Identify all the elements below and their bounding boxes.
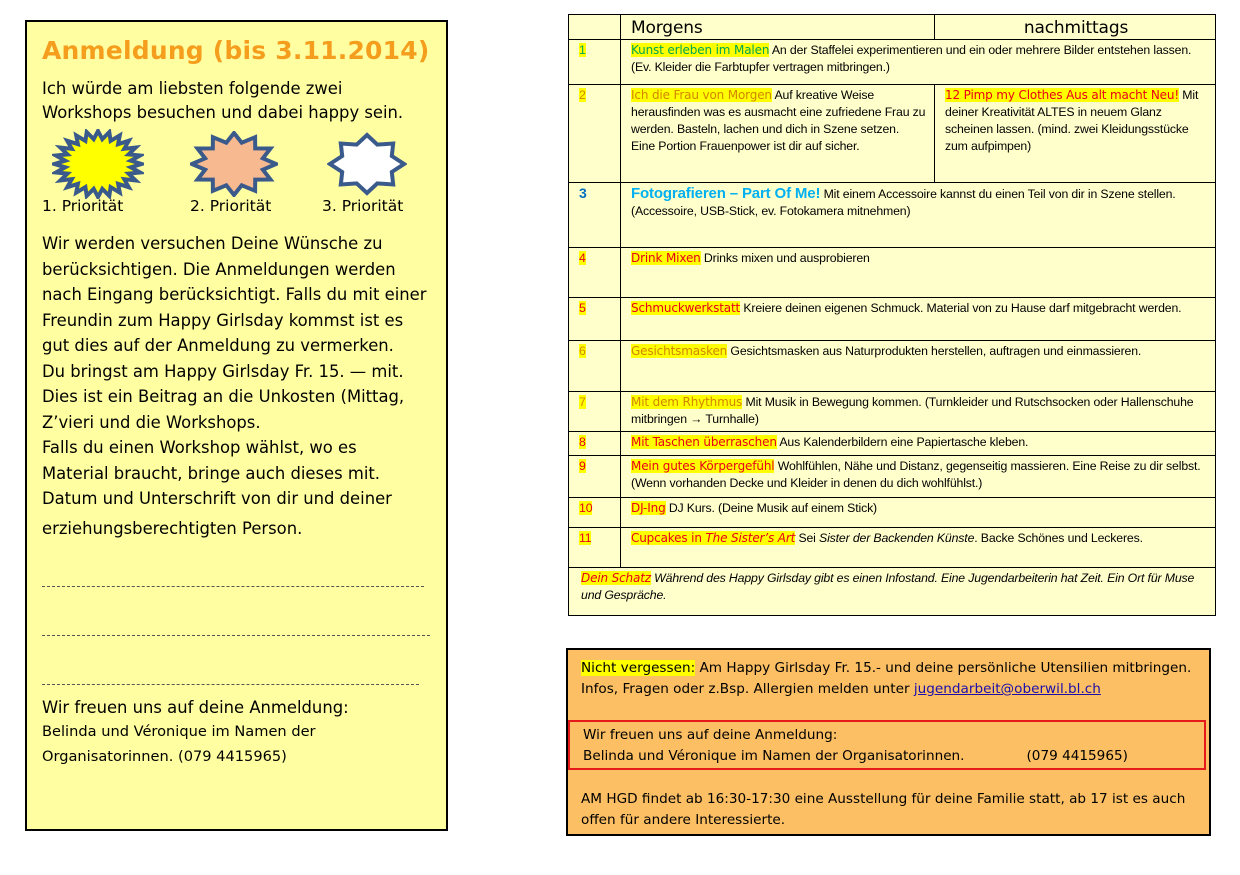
workshop-title: 12 Pimp my Clothes Aus alt macht Neu! — [945, 88, 1180, 102]
workshop-title: Gesichtsmasken — [631, 344, 728, 358]
workshop-desc: Kreiere deinen eigenen Schmuck. Material von zu Hause darf mitgebracht werden. — [740, 301, 1182, 315]
info-line: Wir werden versuchen Deine Wünsche zu — [42, 234, 383, 253]
priority-1-star-icon — [52, 129, 144, 199]
row-number: 3 — [579, 185, 587, 201]
workshop-desc: Auf kreative Weise herausfinden was es ausmacht eine zufriedene Frau zu werden. Basteln, lachen und dich in Szene setzen. — [631, 88, 926, 136]
workshop-desc: Mit deiner Kreativität ALTES in neuem Glanz scheinen lassen. (mind. zwei Kleidungsstücke zum aufpimpen) — [945, 88, 1199, 153]
priority-3-label: 3. Priorität — [322, 197, 404, 215]
workshop-title: Drink Mixen — [631, 251, 701, 265]
intro-text — [42, 77, 431, 125]
priority-stars — [42, 129, 431, 221]
table-footer-row — [569, 568, 1216, 616]
workshop-desc: Drinks mixen und ausprobieren — [700, 251, 870, 265]
signature-line2: Organisatorinnen. (079 4415965) — [42, 748, 287, 765]
workshop-title: Cupcakes in — [631, 531, 706, 545]
workshop-title-italic: The Sister’s Art — [705, 531, 796, 545]
table-row — [569, 456, 1216, 498]
info-line: gut dies auf der Anmeldung zu vermerken. — [42, 336, 394, 355]
workshop-table — [568, 14, 1216, 616]
info-line: Du bringst am Happy Girlsday Fr. 15. — mit. — [42, 361, 404, 381]
table-row — [569, 40, 1216, 85]
contact-names: Belinda und Véronique im Namen der Organisatorinnen. — [583, 748, 965, 764]
workshop-desc: . Backe Schönes und Leckeres. — [974, 531, 1143, 545]
row-number: 6 — [579, 344, 586, 358]
workshop-title: DJ-Ing — [631, 501, 666, 515]
signature-line1: Belinda und Véronique im Namen der — [42, 723, 316, 740]
info-line: nach Eingang berücksichtigt. Falls du mit einer — [42, 285, 427, 304]
contact-box-line: Wir freuen uns auf deine Anmeldung: — [583, 727, 838, 743]
reminder-line: Am Happy Girlsday Fr. 15.- und deine persönliche Utensilien mitbringen. — [695, 660, 1192, 676]
workshop-desc: Eine Portion Frauenpower ist dir auf sicher. — [631, 139, 860, 153]
workshop-desc: Aus Kalenderbildern eine Papiertasche kleben. — [776, 435, 1029, 449]
workshop-desc: Mit einem Accessoire kannst du einen Teil von dir in Szene stellen. — [820, 187, 1176, 201]
info-line: berücksichtigen. Die Anmeldungen werden — [42, 259, 396, 279]
row-number: 8 — [579, 435, 586, 449]
workshop-title: Ich die Frau von Morgen — [631, 88, 772, 102]
info-line: erziehungsberechtigten Person. — [42, 518, 303, 538]
info-line: Datum und Unterschrift von dir und deiner — [42, 489, 392, 508]
row-number: 2 — [579, 88, 586, 102]
footer-title: Dein Schatz — [581, 571, 651, 585]
info-line: Falls du einen Workshop wählst, wo es — [42, 438, 357, 457]
signature-line[interactable] — [42, 586, 424, 588]
workshop-desc: (Accessoire, USB-Stick, ev. Fotokamera mitnehmen) — [631, 204, 911, 218]
table-header-empty — [569, 15, 621, 40]
row-number: 4 — [579, 251, 586, 265]
reminder-box — [566, 648, 1211, 836]
registration-title: Anmeldung (bis 3.11.2014) — [42, 36, 430, 65]
workshop-desc: Sei — [795, 531, 820, 545]
priority-3-star-icon — [327, 132, 407, 196]
reminder-text — [581, 658, 1201, 700]
table-row — [569, 432, 1216, 456]
contact-box — [568, 720, 1206, 770]
row-number: 11 — [579, 531, 592, 545]
workshop-desc-italic: Sister der Backenden Künste — [819, 531, 975, 545]
registration-info-text — [42, 231, 431, 541]
table-row — [569, 298, 1216, 341]
row-number: 9 — [579, 459, 586, 473]
table-header-morning: Morgens — [621, 15, 935, 40]
workshop-title: Fotografieren – Part Of Me! — [631, 185, 821, 202]
table-row — [569, 183, 1216, 248]
row-number: 10 — [579, 501, 593, 515]
exhibition-text: AM HGD findet ab 16:30-17:30 eine Ausstellung für deine Familie statt, ab 17 ist es auch offen für andere Interessierte. — [581, 791, 1186, 828]
table-row — [569, 341, 1216, 392]
table-row — [569, 248, 1216, 298]
signature-line[interactable] — [42, 684, 419, 686]
workshop-title: Mit Taschen überraschen — [631, 435, 777, 449]
intro-line: Workshops besuchen und dabei happy sein. — [42, 103, 404, 122]
contact-line: Infos, Fragen oder z.Bsp. Allergien melden unter — [581, 681, 914, 697]
workshop-title: Mit dem Rhythmus — [631, 395, 743, 409]
workshop-desc: Gesichtsmasken aus Naturprodukten herstellen, auftragen und einmassieren. — [727, 344, 1142, 358]
table-row — [569, 498, 1216, 528]
row-number: 5 — [579, 301, 586, 315]
footer-desc: Während des Happy Girlsday gibt es einen Infostand. Eine Jugendarbeiterin hat Zeit. Ein Ort für Muse und Gespräche. — [581, 571, 1195, 602]
registration-panel — [25, 20, 448, 831]
priority-2-star-icon — [190, 131, 278, 197]
table-row — [569, 85, 1216, 183]
priority-1-label: 1. Priorität — [42, 197, 124, 215]
workshop-desc: Wohlfühlen, Nähe und Distanz, gegenseitig massieren. Eine Reise zu dir selbst. (Wenn vorhanden Decke und Kleider in denen du dich wohlfühlst.) — [631, 459, 1201, 490]
info-line: Dies ist ein Beitrag an die Unkosten (Mittag, — [42, 387, 405, 406]
contact-phone: (079 4415965) — [1026, 748, 1128, 764]
info-line: Z’vieri und die Workshops. — [42, 412, 261, 432]
info-line: Material braucht, bringe auch dieses mit. — [42, 463, 381, 483]
workshop-title: Schmuckwerkstatt — [631, 301, 741, 315]
email-link[interactable]: jugendarbeit@oberwil.bl.ch — [913, 681, 1101, 697]
table-header-afternoon: nachmittags — [935, 15, 1216, 40]
workshop-title: Kunst erleben im Malen — [631, 43, 770, 57]
reminder-label: Nicht vergessen: — [581, 660, 696, 676]
row-number: 7 — [579, 395, 586, 409]
signature-line[interactable] — [42, 635, 430, 637]
contact-box-line — [583, 746, 1204, 767]
priority-2-label: 2. Priorität — [190, 197, 272, 215]
workshop-desc: DJ Kurs. (Deine Musik auf einem Stick) — [665, 501, 878, 515]
row-number: 1 — [579, 43, 586, 57]
info-line: Freundin zum Happy Girlsday kommst ist es — [42, 310, 404, 330]
workshop-desc: An der Staffelei experimentieren und ein oder mehrere Bilder entstehen lassen. (Ev. Kleider die Farbtupfer vertragen mitbringen.) — [631, 43, 1192, 74]
table-row — [569, 392, 1216, 432]
workshop-desc: Mit Musik in Bewegung kommen. (Turnkleider und Rutschsocken oder Hallenschuhe mitbringen → Turnhalle) — [631, 395, 1194, 426]
closing-text: Wir freuen uns auf deine Anmeldung: — [42, 698, 349, 717]
table-row — [569, 528, 1216, 568]
workshop-title: Mein gutes Körpergefühl — [631, 459, 775, 473]
intro-line: Ich würde am liebsten folgende zwei — [42, 79, 343, 98]
